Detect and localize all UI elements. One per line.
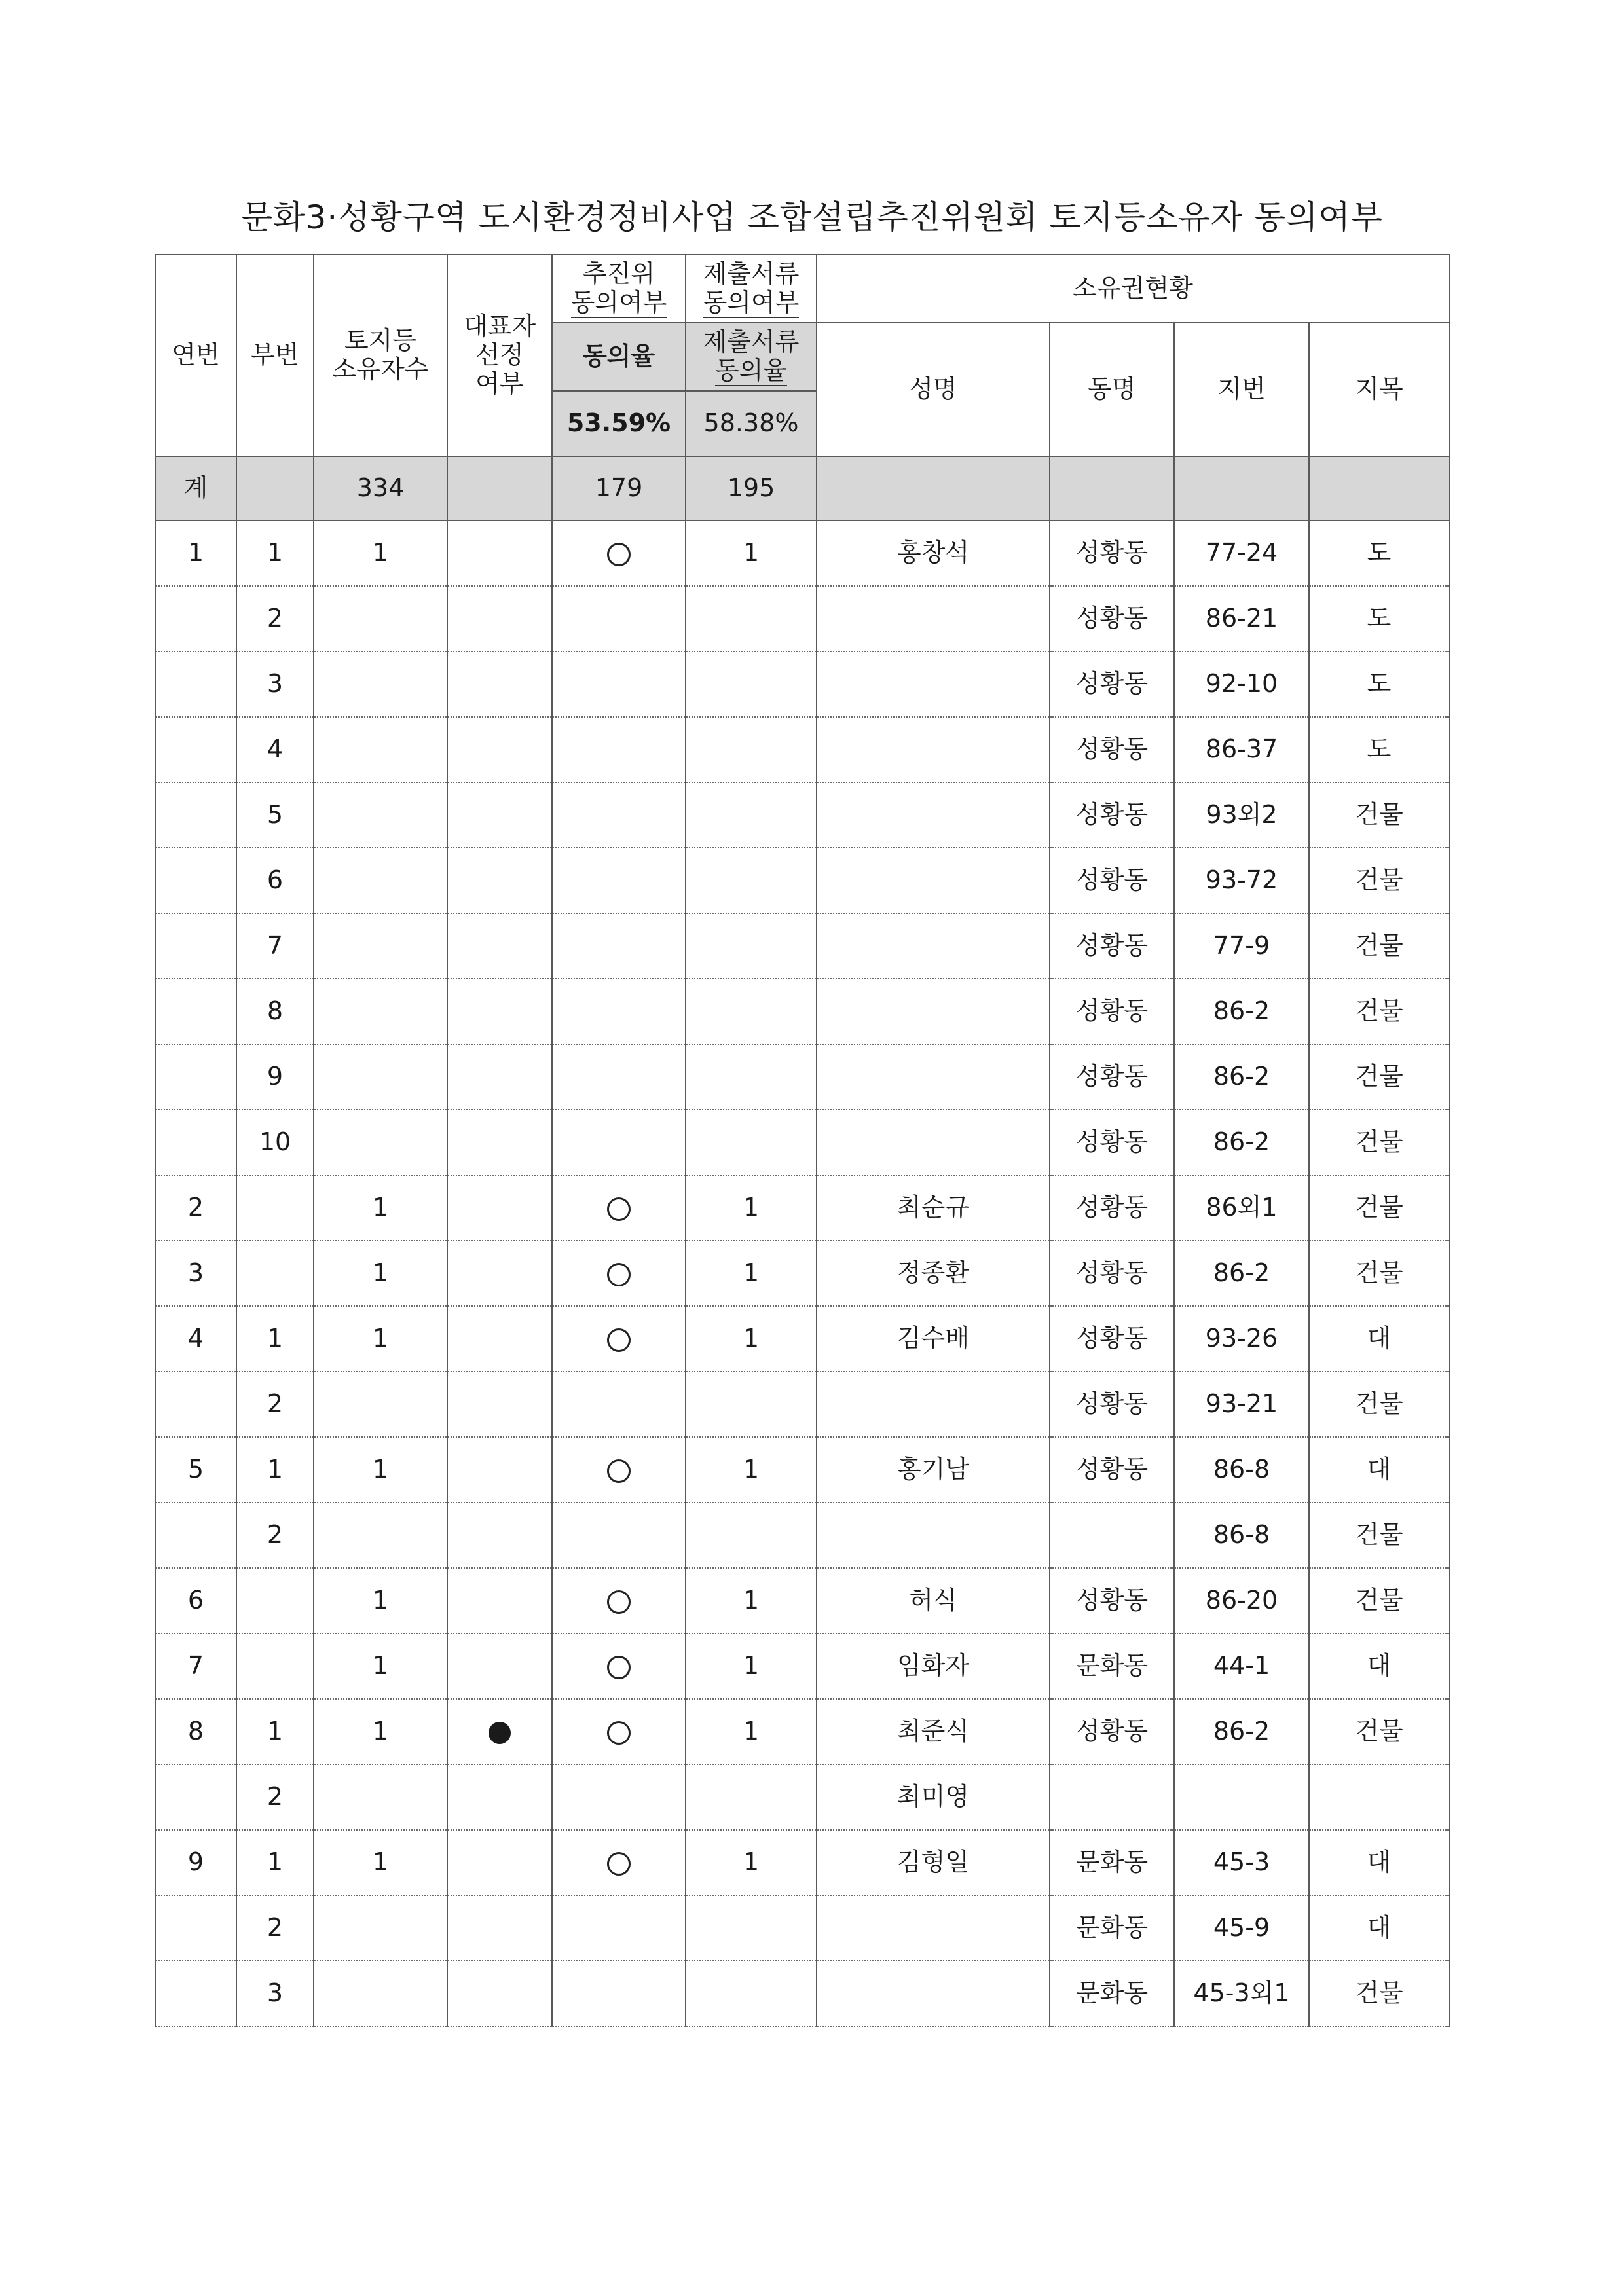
cell-subserial: 4 xyxy=(236,717,314,782)
cell-promotion-consent xyxy=(552,1306,686,1372)
cell-land-category: 건물 xyxy=(1309,848,1449,913)
cell-representative xyxy=(447,1568,552,1633)
cell-land-category: 건물 xyxy=(1309,1175,1449,1241)
total-label: 계 xyxy=(155,456,236,520)
cell-serial xyxy=(155,717,236,782)
cell-representative xyxy=(447,586,552,651)
cell-owner-count: 1 xyxy=(314,1633,447,1699)
cell-name: 임화자 xyxy=(817,1633,1050,1699)
cell-documents-consent: 1 xyxy=(686,1175,817,1241)
cell-documents-consent: 1 xyxy=(686,1568,817,1633)
cell-lot-number: 86-2 xyxy=(1174,1241,1309,1306)
cell-representative xyxy=(447,1895,552,1961)
cell-documents-consent xyxy=(686,1961,817,2026)
page-title: 문화3·성황구역 도시환경정비사업 조합설립추진위원회 토지등소유자 동의여부 xyxy=(240,198,1384,236)
cell-documents-consent: 1 xyxy=(686,520,817,586)
cell-name xyxy=(817,717,1050,782)
cell-lot-number xyxy=(1174,1764,1309,1830)
cell-serial xyxy=(155,979,236,1044)
cell-subserial: 1 xyxy=(236,1306,314,1372)
cell-subserial: 2 xyxy=(236,1503,314,1568)
cell-lot-number: 86-8 xyxy=(1174,1437,1309,1503)
cell-documents-consent xyxy=(686,1764,817,1830)
cell-representative xyxy=(447,979,552,1044)
cell-lot-number: 77-9 xyxy=(1174,913,1309,979)
cell-name: 최미영 xyxy=(817,1764,1050,1830)
cell-subserial: 5 xyxy=(236,782,314,848)
cell-lot-number: 86-2 xyxy=(1174,1110,1309,1175)
table-row xyxy=(155,913,1449,979)
cell-land-category: 건물 xyxy=(1309,979,1449,1044)
cell-subserial: 6 xyxy=(236,848,314,913)
cell-promotion-consent xyxy=(552,1372,686,1437)
cell-land-category: 건물 xyxy=(1309,782,1449,848)
header-ownership-status: 소유권현황 xyxy=(817,255,1449,323)
cell-serial xyxy=(155,782,236,848)
cell-name: 김수배 xyxy=(817,1306,1050,1372)
cell-land-category: 건물 xyxy=(1309,1568,1449,1633)
cell-name xyxy=(817,1110,1050,1175)
cell-subserial: 10 xyxy=(236,1110,314,1175)
table-row xyxy=(155,717,1449,782)
cell-owner-count xyxy=(314,1372,447,1437)
cell-documents-consent xyxy=(686,848,817,913)
cell-promotion-consent xyxy=(552,1764,686,1830)
cell-land-category: 건물 xyxy=(1309,1503,1449,1568)
table-row xyxy=(155,1830,1449,1895)
cell-promotion-consent xyxy=(552,1044,686,1110)
cell-owner-count xyxy=(314,586,447,651)
cell-dong: 성황동 xyxy=(1050,913,1174,979)
table-row xyxy=(155,1764,1449,1830)
total-dong xyxy=(1050,456,1174,520)
consent-table xyxy=(155,254,1450,2027)
cell-lot-number: 93외2 xyxy=(1174,782,1309,848)
cell-subserial: 1 xyxy=(236,1437,314,1503)
cell-promotion-consent xyxy=(552,520,686,586)
open-circle-icon xyxy=(607,543,631,566)
cell-owner-count xyxy=(314,1895,447,1961)
cell-serial: 5 xyxy=(155,1437,236,1503)
cell-owner-count: 1 xyxy=(314,1241,447,1306)
cell-land-category: 대 xyxy=(1309,1895,1449,1961)
cell-representative xyxy=(447,913,552,979)
open-circle-icon xyxy=(607,1459,631,1483)
cell-owner-count xyxy=(314,782,447,848)
cell-dong: 성황동 xyxy=(1050,1306,1174,1372)
cell-subserial: 9 xyxy=(236,1044,314,1110)
cell-serial xyxy=(155,1110,236,1175)
table-row xyxy=(155,1699,1449,1764)
cell-lot-number: 86외1 xyxy=(1174,1175,1309,1241)
table-row xyxy=(155,782,1449,848)
cell-subserial: 1 xyxy=(236,520,314,586)
filled-circle-icon xyxy=(489,1722,511,1744)
cell-name xyxy=(817,586,1050,651)
cell-owner-count xyxy=(314,848,447,913)
cell-dong: 성황동 xyxy=(1050,1175,1174,1241)
cell-serial xyxy=(155,586,236,651)
cell-representative xyxy=(447,1372,552,1437)
cell-owner-count xyxy=(314,913,447,979)
total-promotion: 179 xyxy=(552,456,686,520)
cell-lot-number: 86-2 xyxy=(1174,979,1309,1044)
cell-documents-consent xyxy=(686,586,817,651)
total-owners: 334 xyxy=(314,456,447,520)
cell-representative xyxy=(447,1961,552,2026)
cell-promotion-consent xyxy=(552,1961,686,2026)
table-row xyxy=(155,979,1449,1044)
cell-promotion-consent xyxy=(552,848,686,913)
table-row xyxy=(155,1175,1449,1241)
table-row xyxy=(155,1241,1449,1306)
cell-lot-number: 86-2 xyxy=(1174,1044,1309,1110)
cell-owner-count xyxy=(314,1110,447,1175)
cell-dong: 문화동 xyxy=(1050,1895,1174,1961)
cell-dong xyxy=(1050,1503,1174,1568)
cell-lot-number: 86-2 xyxy=(1174,1699,1309,1764)
cell-serial: 3 xyxy=(155,1241,236,1306)
table-row xyxy=(155,1895,1449,1961)
cell-owner-count: 1 xyxy=(314,1437,447,1503)
table-row xyxy=(155,1503,1449,1568)
header-promotion-rate-label: 동의율 xyxy=(552,323,686,391)
cell-subserial: 1 xyxy=(236,1699,314,1764)
table-row xyxy=(155,1437,1449,1503)
cell-dong: 성황동 xyxy=(1050,717,1174,782)
cell-land-category: 건물 xyxy=(1309,1372,1449,1437)
table-row xyxy=(155,1633,1449,1699)
cell-documents-consent xyxy=(686,913,817,979)
cell-lot-number: 93-26 xyxy=(1174,1306,1309,1372)
cell-subserial: 3 xyxy=(236,1961,314,2026)
cell-subserial: 1 xyxy=(236,1830,314,1895)
cell-subserial: 7 xyxy=(236,913,314,979)
cell-land-category: 도 xyxy=(1309,520,1449,586)
table-row xyxy=(155,1044,1449,1110)
cell-documents-consent xyxy=(686,717,817,782)
cell-representative xyxy=(447,1437,552,1503)
cell-name: 김형일 xyxy=(817,1830,1050,1895)
cell-documents-consent: 1 xyxy=(686,1699,817,1764)
header-documents-rate-label: 제출서류 동의율 xyxy=(686,323,817,391)
cell-dong: 성황동 xyxy=(1050,979,1174,1044)
cell-promotion-consent xyxy=(552,651,686,717)
cell-serial: 1 xyxy=(155,520,236,586)
total-sub xyxy=(236,456,314,520)
cell-owner-count: 1 xyxy=(314,1699,447,1764)
cell-serial xyxy=(155,1961,236,2026)
cell-promotion-consent xyxy=(552,1241,686,1306)
cell-documents-consent: 1 xyxy=(686,1830,817,1895)
cell-land-category: 건물 xyxy=(1309,1044,1449,1110)
cell-representative xyxy=(447,717,552,782)
cell-representative xyxy=(447,1175,552,1241)
cell-name xyxy=(817,1895,1050,1961)
cell-lot-number: 86-8 xyxy=(1174,1503,1309,1568)
cell-serial xyxy=(155,1503,236,1568)
promotion-rate-value: 53.59% xyxy=(552,391,686,456)
cell-serial xyxy=(155,913,236,979)
header-promotion-consent: 추진위 동의여부 xyxy=(552,255,686,323)
cell-name xyxy=(817,1503,1050,1568)
cell-owner-count: 1 xyxy=(314,1306,447,1372)
cell-dong: 문화동 xyxy=(1050,1830,1174,1895)
cell-dong: 문화동 xyxy=(1050,1961,1174,2026)
cell-documents-consent xyxy=(686,1503,817,1568)
cell-dong: 문화동 xyxy=(1050,1633,1174,1699)
cell-promotion-consent xyxy=(552,1175,686,1241)
cell-promotion-consent xyxy=(552,1503,686,1568)
cell-dong: 성황동 xyxy=(1050,1241,1174,1306)
cell-owner-count xyxy=(314,1503,447,1568)
cell-representative xyxy=(447,520,552,586)
cell-land-category: 도 xyxy=(1309,586,1449,651)
cell-lot-number: 93-72 xyxy=(1174,848,1309,913)
cell-representative xyxy=(447,1764,552,1830)
total-lot xyxy=(1174,456,1309,520)
cell-name: 최순규 xyxy=(817,1175,1050,1241)
header-representative: 대표자 선정 여부 xyxy=(447,255,552,456)
cell-subserial xyxy=(236,1633,314,1699)
cell-land-category: 대 xyxy=(1309,1830,1449,1895)
cell-dong: 성황동 xyxy=(1050,1699,1174,1764)
cell-documents-consent: 1 xyxy=(686,1306,817,1372)
header-documents-consent: 제출서류 동의여부 xyxy=(686,255,817,323)
total-rep xyxy=(447,456,552,520)
header-name: 성명 xyxy=(817,323,1050,456)
cell-promotion-consent xyxy=(552,586,686,651)
cell-name xyxy=(817,1044,1050,1110)
cell-promotion-consent xyxy=(552,717,686,782)
cell-name: 최준식 xyxy=(817,1699,1050,1764)
cell-name xyxy=(817,1372,1050,1437)
cell-land-category: 도 xyxy=(1309,717,1449,782)
cell-dong xyxy=(1050,1764,1174,1830)
cell-name xyxy=(817,913,1050,979)
header-subserial: 부번 xyxy=(236,255,314,456)
header-owner-count: 토지등 소유자수 xyxy=(314,255,447,456)
cell-documents-consent xyxy=(686,1044,817,1110)
cell-owner-count xyxy=(314,651,447,717)
open-circle-icon xyxy=(607,1328,631,1352)
cell-name: 허식 xyxy=(817,1568,1050,1633)
header-land-category: 지목 xyxy=(1309,323,1449,456)
cell-lot-number: 86-20 xyxy=(1174,1568,1309,1633)
cell-lot-number: 86-37 xyxy=(1174,717,1309,782)
open-circle-icon xyxy=(607,1263,631,1286)
cell-land-category: 도 xyxy=(1309,651,1449,717)
header-lot-number: 지번 xyxy=(1174,323,1309,456)
table-row xyxy=(155,1961,1449,2026)
cell-serial xyxy=(155,1764,236,1830)
cell-subserial xyxy=(236,1241,314,1306)
cell-owner-count: 1 xyxy=(314,1830,447,1895)
cell-name xyxy=(817,848,1050,913)
cell-lot-number: 45-3 xyxy=(1174,1830,1309,1895)
cell-owner-count: 1 xyxy=(314,1568,447,1633)
cell-dong: 성황동 xyxy=(1050,1568,1174,1633)
total-row xyxy=(155,456,1449,520)
cell-subserial: 2 xyxy=(236,1764,314,1830)
cell-subserial: 2 xyxy=(236,1372,314,1437)
cell-name xyxy=(817,979,1050,1044)
cell-name xyxy=(817,651,1050,717)
cell-promotion-consent xyxy=(552,979,686,1044)
cell-dong: 성황동 xyxy=(1050,1372,1174,1437)
table-row xyxy=(155,586,1449,651)
cell-name: 정종환 xyxy=(817,1241,1050,1306)
cell-serial: 6 xyxy=(155,1568,236,1633)
cell-subserial: 2 xyxy=(236,586,314,651)
cell-documents-consent: 1 xyxy=(686,1241,817,1306)
cell-representative xyxy=(447,1699,552,1764)
cell-documents-consent xyxy=(686,1110,817,1175)
cell-land-category: 건물 xyxy=(1309,913,1449,979)
cell-serial xyxy=(155,1895,236,1961)
cell-name xyxy=(817,782,1050,848)
cell-serial xyxy=(155,651,236,717)
table-row xyxy=(155,1372,1449,1437)
cell-subserial xyxy=(236,1175,314,1241)
cell-dong: 성황동 xyxy=(1050,520,1174,586)
cell-representative xyxy=(447,1633,552,1699)
table-row xyxy=(155,1568,1449,1633)
cell-serial: 9 xyxy=(155,1830,236,1895)
open-circle-icon xyxy=(607,1197,631,1221)
cell-subserial: 8 xyxy=(236,979,314,1044)
cell-dong: 성황동 xyxy=(1050,1437,1174,1503)
cell-subserial xyxy=(236,1568,314,1633)
cell-lot-number: 45-3외1 xyxy=(1174,1961,1309,2026)
cell-dong: 성황동 xyxy=(1050,848,1174,913)
cell-representative xyxy=(447,782,552,848)
cell-serial: 7 xyxy=(155,1633,236,1699)
cell-owner-count xyxy=(314,979,447,1044)
cell-promotion-consent xyxy=(552,1633,686,1699)
cell-serial: 2 xyxy=(155,1175,236,1241)
cell-documents-consent xyxy=(686,782,817,848)
open-circle-icon xyxy=(607,1656,631,1679)
table-row xyxy=(155,520,1449,586)
cell-promotion-consent xyxy=(552,1110,686,1175)
cell-representative xyxy=(447,848,552,913)
header-serial: 연번 xyxy=(155,255,236,456)
total-documents: 195 xyxy=(686,456,817,520)
cell-lot-number: 45-9 xyxy=(1174,1895,1309,1961)
cell-dong: 성황동 xyxy=(1050,586,1174,651)
cell-representative xyxy=(447,1241,552,1306)
open-circle-icon xyxy=(607,1852,631,1876)
cell-documents-consent xyxy=(686,651,817,717)
cell-documents-consent xyxy=(686,1372,817,1437)
cell-serial: 4 xyxy=(155,1306,236,1372)
cell-land-category xyxy=(1309,1764,1449,1830)
cell-name: 홍기남 xyxy=(817,1437,1050,1503)
cell-promotion-consent xyxy=(552,1437,686,1503)
cell-subserial: 3 xyxy=(236,651,314,717)
cell-land-category: 대 xyxy=(1309,1633,1449,1699)
cell-representative xyxy=(447,1110,552,1175)
header-dong: 동명 xyxy=(1050,323,1174,456)
cell-owner-count xyxy=(314,1044,447,1110)
table-row xyxy=(155,651,1449,717)
cell-lot-number: 93-21 xyxy=(1174,1372,1309,1437)
open-circle-icon xyxy=(607,1721,631,1745)
cell-documents-consent: 1 xyxy=(686,1437,817,1503)
cell-representative xyxy=(447,651,552,717)
cell-documents-consent xyxy=(686,979,817,1044)
cell-serial xyxy=(155,1372,236,1437)
cell-serial xyxy=(155,848,236,913)
table-row xyxy=(155,1110,1449,1175)
cell-lot-number: 86-21 xyxy=(1174,586,1309,651)
cell-dong: 성황동 xyxy=(1050,1110,1174,1175)
cell-owner-count xyxy=(314,717,447,782)
table-row xyxy=(155,1306,1449,1372)
total-name xyxy=(817,456,1050,520)
table-row xyxy=(155,848,1449,913)
cell-subserial: 2 xyxy=(236,1895,314,1961)
cell-lot-number: 77-24 xyxy=(1174,520,1309,586)
cell-land-category: 건물 xyxy=(1309,1110,1449,1175)
open-circle-icon xyxy=(607,1590,631,1614)
cell-dong: 성황동 xyxy=(1050,782,1174,848)
cell-representative xyxy=(447,1306,552,1372)
cell-representative xyxy=(447,1830,552,1895)
cell-serial: 8 xyxy=(155,1699,236,1764)
cell-promotion-consent xyxy=(552,1568,686,1633)
cell-promotion-consent xyxy=(552,913,686,979)
cell-representative xyxy=(447,1503,552,1568)
cell-land-category: 건물 xyxy=(1309,1699,1449,1764)
cell-lot-number: 92-10 xyxy=(1174,651,1309,717)
cell-dong: 성황동 xyxy=(1050,651,1174,717)
cell-land-category: 대 xyxy=(1309,1437,1449,1503)
cell-promotion-consent xyxy=(552,1895,686,1961)
cell-lot-number: 44-1 xyxy=(1174,1633,1309,1699)
cell-promotion-consent xyxy=(552,1699,686,1764)
cell-land-category: 건물 xyxy=(1309,1961,1449,2026)
cell-serial xyxy=(155,1044,236,1110)
cell-documents-consent: 1 xyxy=(686,1633,817,1699)
cell-documents-consent xyxy=(686,1895,817,1961)
cell-representative xyxy=(447,1044,552,1110)
cell-name: 홍창석 xyxy=(817,520,1050,586)
cell-land-category: 건물 xyxy=(1309,1241,1449,1306)
cell-land-category: 대 xyxy=(1309,1306,1449,1372)
cell-owner-count: 1 xyxy=(314,1175,447,1241)
cell-owner-count: 1 xyxy=(314,520,447,586)
cell-name xyxy=(817,1961,1050,2026)
cell-owner-count xyxy=(314,1961,447,2026)
cell-promotion-consent xyxy=(552,1830,686,1895)
documents-rate-value: 58.38% xyxy=(686,391,817,456)
cell-owner-count xyxy=(314,1764,447,1830)
cell-dong: 성황동 xyxy=(1050,1044,1174,1110)
total-category xyxy=(1309,456,1449,520)
cell-promotion-consent xyxy=(552,782,686,848)
